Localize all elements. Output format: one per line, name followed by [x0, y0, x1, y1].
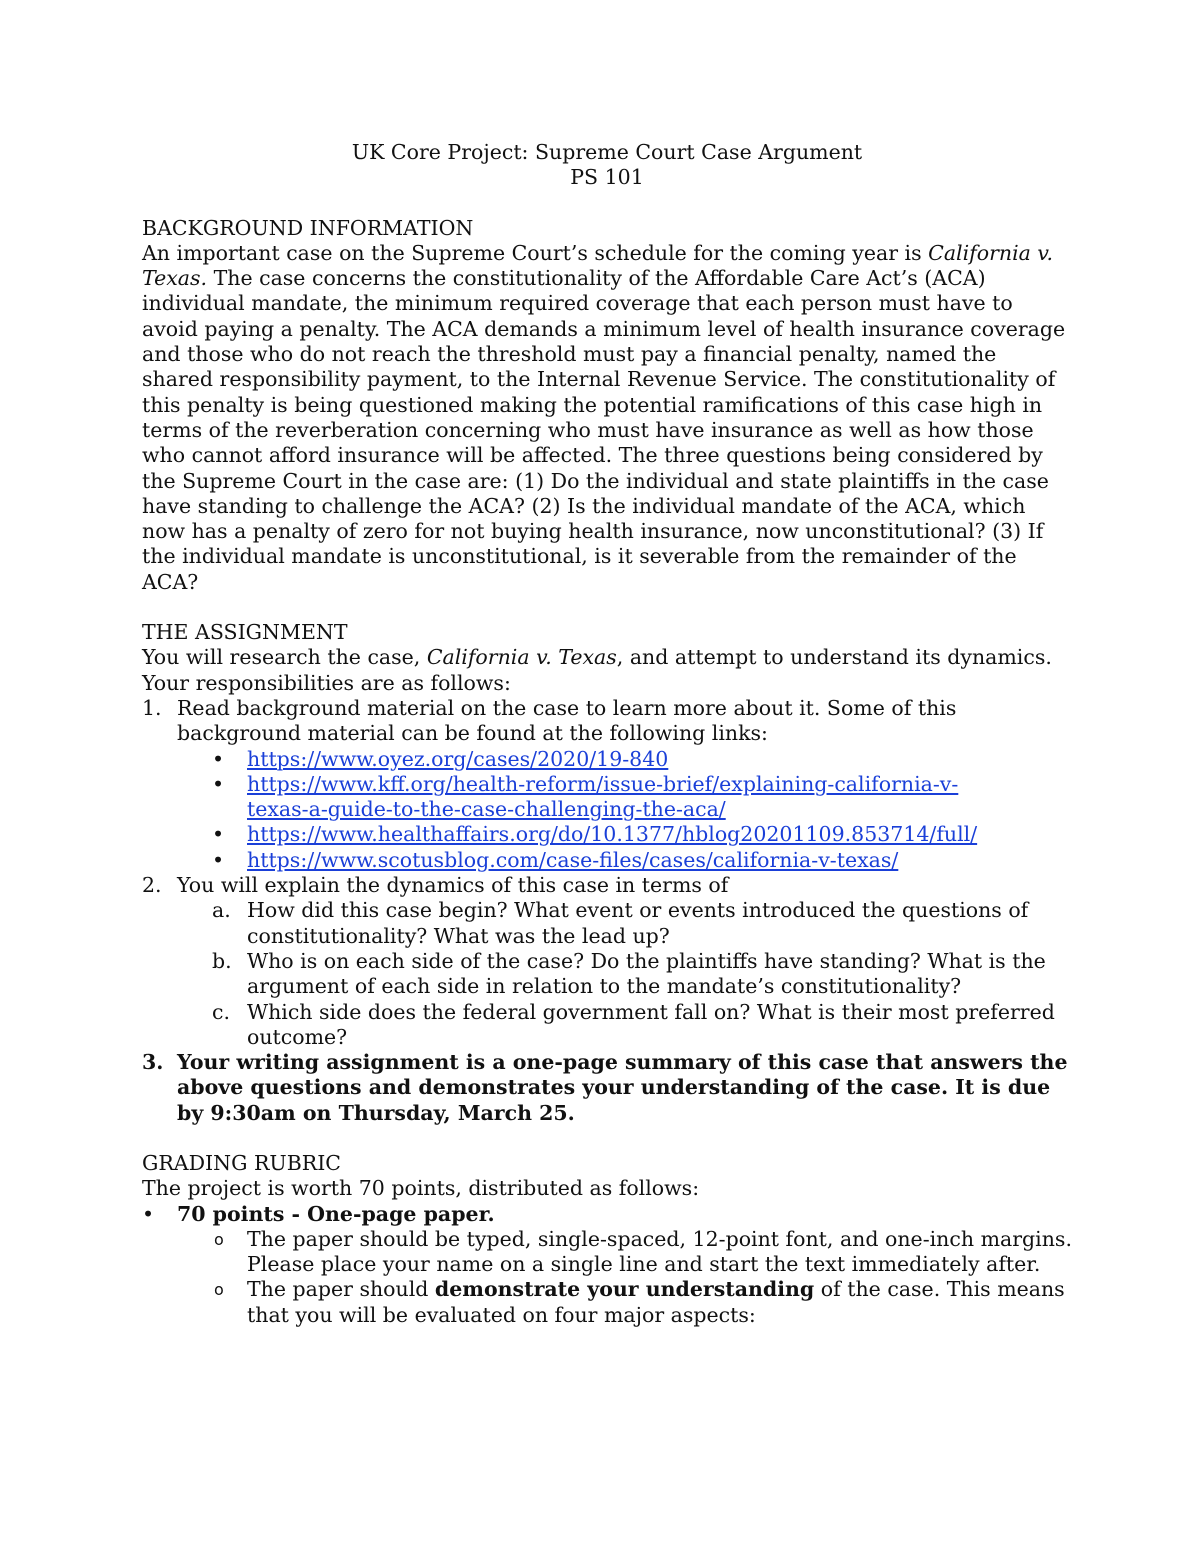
rubric-subitem	[212, 1227, 1072, 1278]
link-scotusblog[interactable]: https://www.scotusblog.com/case-files/cases/california-v-texas/	[247, 847, 899, 872]
spacer	[142, 1126, 1072, 1151]
list-item-text: Read background material on the case to learn more about it. Some of this background material can be found at the following links:	[177, 695, 957, 746]
case-name: California v. Texas	[426, 645, 617, 670]
list-item	[142, 1050, 1072, 1126]
section-heading-rubric: GRADING RUBRIC	[142, 1150, 341, 1175]
sublist-text: How did this case begin? What event or events introduced the questions of constitutionality? What was the lead up?	[247, 898, 1029, 948]
assignment-section	[142, 620, 1072, 1126]
bullet-icon: •	[212, 771, 225, 796]
link-item	[212, 848, 1072, 873]
link-item	[212, 772, 1072, 823]
sublist-letter: b.	[212, 948, 232, 973]
list-number: 3.	[142, 1050, 164, 1075]
rubric-subitem-text: of the case. This means that you will be evaluated on four major aspects:	[247, 1277, 1065, 1327]
spacer	[142, 191, 1072, 216]
background-section	[142, 216, 1072, 595]
list-item	[142, 873, 1072, 898]
rubric-item-label: 70 points - One-page paper.	[177, 1201, 495, 1226]
list-item	[142, 696, 1072, 747]
bullet-icon: •	[212, 822, 225, 847]
list-number: 2.	[142, 873, 162, 898]
sublist-item	[212, 898, 1072, 949]
background-paragraph	[142, 241, 1072, 595]
section-heading-background: BACKGROUND INFORMATION	[142, 215, 474, 240]
bullet-icon: •	[212, 746, 225, 771]
list-item-text: Your writing assignment is a one-page summary of this case that answers the above questions and demonstrates your understanding of the case. It is due by 9:30am on Thursday, March 25.	[177, 1050, 1068, 1125]
sublist-item	[212, 949, 1072, 1000]
sublist-text: Who is on each side of the case? Do the plaintiffs have standing? What is the argument of each side in relation to the mandate’s constitutionality?	[247, 948, 1046, 999]
rubric-section	[142, 1151, 1072, 1328]
link-item	[212, 822, 1072, 847]
rubric-sublist	[142, 1227, 1072, 1328]
bullet-icon: •	[212, 847, 225, 872]
sublist-text: Which side does the federal government fall on? What is their most preferred outcome?	[247, 999, 1055, 1049]
link-oyez[interactable]: https://www.oyez.org/cases/2020/19-840	[247, 746, 669, 771]
dynamics-sublist	[142, 898, 1072, 1050]
responsibilities-list	[142, 696, 1072, 1126]
list-number: 1.	[142, 695, 162, 720]
paragraph-text: An important case on the Supreme Court’s schedule for the coming year is	[142, 240, 929, 265]
sublist-letter: c.	[212, 999, 230, 1024]
link-item	[212, 747, 1072, 772]
circle-bullet-icon: o	[214, 1280, 224, 1300]
section-heading-assignment: THE ASSIGNMENT	[142, 620, 348, 645]
bullet-icon: •	[142, 1201, 155, 1226]
rubric-subitem	[212, 1277, 1072, 1328]
link-healthaffairs[interactable]: https://www.healthaffairs.org/do/10.1377/hblog20201109.853714/full/	[247, 822, 978, 847]
assignment-intro	[142, 645, 1072, 696]
spacer	[142, 595, 1072, 620]
list-item-text: You will explain the dynamics of this case in terms of	[177, 873, 729, 898]
rubric-intro: The project is worth 70 points, distributed as follows:	[142, 1176, 700, 1201]
rubric-subitem-text: The paper should be typed, single-spaced, 12-point font, and one-inch margins. Please place your name on a single line and start the text immediately after.	[247, 1226, 1072, 1277]
rubric-subitem-text: The paper should	[247, 1277, 435, 1302]
sublist-item	[212, 1000, 1072, 1051]
intro-text: , and attempt to understand its dynamics. Your responsibilities are as follows:	[142, 645, 1052, 695]
link-kff[interactable]: https://www.kff.org/health-reform/issue-brief/explaining-california-v- texas-a-guide-to-the-case-challenging-the-aca/	[247, 771, 959, 822]
rubric-emphasis: demonstrate your understanding	[434, 1277, 815, 1302]
sublist-letter: a.	[212, 898, 231, 923]
document-page	[142, 140, 1072, 1328]
intro-text: You will research the case,	[142, 645, 427, 670]
rubric-item	[142, 1202, 1072, 1227]
circle-bullet-icon: o	[214, 1229, 224, 1249]
paragraph-text: The case concerns the constitutionality of the Affordable Care Act’s (ACA) individual mandate, the minimum required coverage that each person must have to avoid paying a penalty. The ACA demands a minimum level of health insurance coverage and those who do not reach the threshold must pay a financial penalty, named the shared responsibility payment, to the Internal Revenue Service. The constitutionality of this penalty is being questioned making the potential ramifications of this case high in terms of the reverberation concerning who must have insurance as well as how those who cannot afford insurance will be affected. The three questions being considered by the Supreme Court in the case are: (1) Do the individual and state plaintiffs in the case have standing to challenge the ACA? (2) Is the individual mandate of the ACA, which now has a penalty of zero for not buying health insurance, now unconstitutional? (3) If the individual mandate is unconstitutional, is it severable from the remainder of the ACA?	[142, 266, 1066, 594]
course-code: PS 101	[570, 165, 644, 190]
case-name: California v. Texas.	[142, 240, 1054, 291]
title-line: UK Core Project: Supreme Court Case Argument	[351, 140, 863, 164]
links-list	[142, 747, 1072, 873]
document-title	[142, 140, 1072, 191]
